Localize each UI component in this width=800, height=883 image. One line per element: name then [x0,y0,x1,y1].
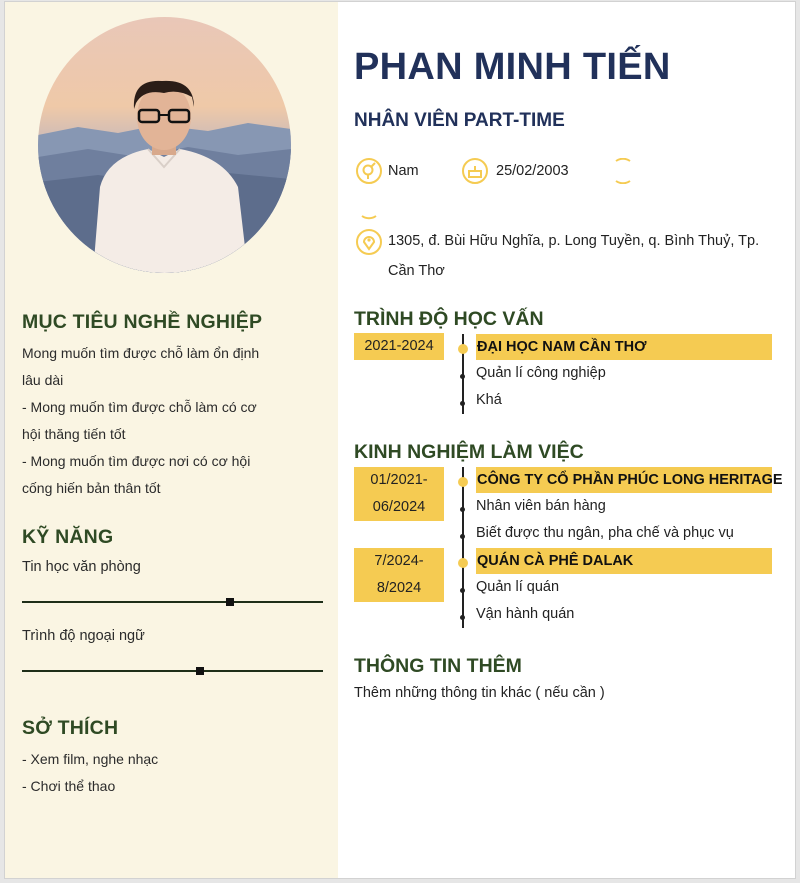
objective-line: - Mong muốn tìm được chỗ làm có cơ [22,399,257,415]
skill-bar [22,670,323,672]
address-line: Cần Thơ [388,263,445,279]
job-period-start: 7/2024- [374,553,424,569]
phone-icon [610,158,636,184]
objective-line: cống hiến bản thân tốt [22,480,161,496]
gender-icon [356,158,382,184]
school-name: ĐẠI HỌC NAM CẦN THƠ [476,334,772,360]
hobby-line: - Xem film, nghe nhạc [22,751,159,767]
gender-value: Nam [388,163,419,179]
more-info-text: Thêm những thông tin khác ( nếu cần ) [354,685,605,701]
sidebar [5,2,338,878]
skills-heading: KỸ NĂNG [22,526,114,548]
bullet-dot [460,374,465,379]
objective-line: Mong muốn tìm được chỗ làm ổn định [22,345,260,361]
address-line: 1305, đ. Bùi Hữu Nghĩa, p. Long Tuyền, q. Bình Thuỷ, Tp. [388,233,760,249]
profile-photo [38,17,291,273]
job-period [354,548,444,602]
job-detail: Quản lí quán [476,579,560,595]
experience-heading: KINH NGHIỆM LÀM VIỆC [354,441,584,463]
timeline-line [462,467,464,628]
full-name: PHAN MINH TIẾN [354,46,671,88]
skill-bar [22,601,323,603]
job-period-end: 8/2024 [376,580,422,596]
timeline-dot [458,558,468,568]
job-period-end: 06/2024 [372,499,426,515]
job-detail: Nhân viên bán hàng [476,498,606,514]
job-period [354,467,444,521]
education-period: 2021-2024 [354,333,444,360]
birthday-value: 25/02/2003 [496,163,569,179]
job-detail: Biết được thu ngân, pha chế và phục vụ [476,525,734,541]
skill-label: Tin học văn phòng [22,559,141,575]
skill-level-marker [196,667,204,675]
cv-page [4,1,796,879]
hobby-line: - Chơi thể thao [22,778,116,794]
education-detail: Quản lí công nghiệp [476,365,606,381]
company-name: QUÁN CÀ PHÊ DALAK [476,548,772,574]
education-heading: TRÌNH ĐỘ HỌC VẤN [354,308,544,330]
job-title: NHÂN VIÊN PART-TIME [354,110,565,131]
bullet-dot [460,588,465,593]
bullet-dot [460,534,465,539]
more-info-heading: THÔNG TIN THÊM [354,655,522,677]
job-period-start: 01/2021- [370,472,428,488]
objective-text [22,340,282,502]
bullet-dot [460,507,465,512]
objective-line: - Mong muốn tìm được nơi có cơ hội [22,453,251,469]
hobbies-heading: SỞ THÍCH [22,717,119,739]
objective-heading: MỤC TIÊU NGHỀ NGHIỆP [22,311,263,333]
timeline-dot [458,344,468,354]
location-icon [356,229,382,255]
education-detail: Khá [476,392,502,408]
bullet-dot [460,401,465,406]
job-detail: Vận hành quán [476,606,575,622]
skill-level-marker [226,598,234,606]
company-name: CÔNG TY CỔ PHẦN PHÚC LONG HERITAGE [476,467,772,493]
objective-line: hội thăng tiến tốt [22,426,126,442]
timeline-dot [458,477,468,487]
email-icon [356,208,382,220]
hobbies-text [22,746,282,800]
objective-line: lâu dài [22,372,64,388]
bullet-dot [460,615,465,620]
birthday-cake-icon [462,158,488,184]
skill-label: Trình độ ngoại ngữ [22,628,145,644]
